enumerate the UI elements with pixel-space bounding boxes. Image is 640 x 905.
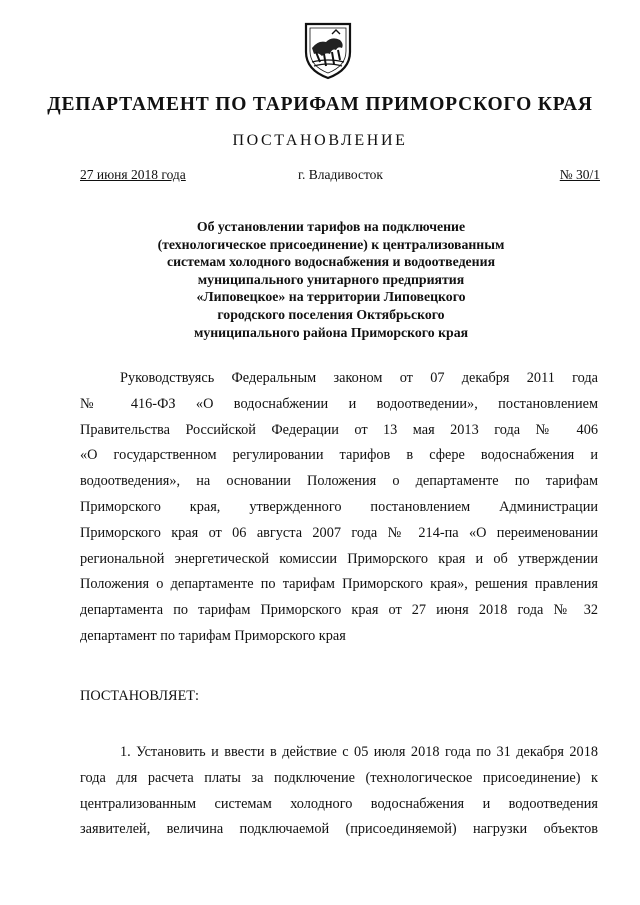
preamble-line: Руководствуясь Федеральным законом от 07 декабря 2011 года (120, 370, 598, 386)
coat-of-arms-icon (296, 18, 360, 82)
point-1-paragraph (80, 740, 598, 843)
subject-line: (технологическое присоединение) к централизованным (157, 236, 505, 252)
document-date: 27 июня 2018 года (80, 167, 186, 182)
subject-line: «Липовецкое» на территории Липовецкого (196, 289, 466, 305)
document-number: № 30/1 (559, 167, 600, 182)
preamble-line: Приморского края от 06 августа 2007 года № 214-па «О переименовании (80, 524, 598, 541)
subject-line: муниципального района Приморского края (193, 324, 469, 340)
point-1-line: заявителей, величина подключаемой (присоединяемой) нагрузки объектов (80, 821, 598, 838)
decree-word: ПОСТАНОВЛЯЕТ: (80, 688, 200, 704)
document-type: ПОСТАНОВЛЕНИЕ (232, 132, 408, 149)
preamble-line: региональной энергетической комиссии Приморского края и об утверждении (80, 550, 598, 567)
preamble-paragraph (80, 366, 598, 650)
subject-line: системам холодного водоснабжения и водоотведения (166, 254, 496, 270)
preamble-line: департамент по тарифам Приморского края (80, 627, 346, 644)
point-1-line: 1. Установить и ввести в действие с 05 июля 2018 года по 31 декабря 2018 (120, 744, 598, 760)
subject-line: городского поселения Октябрьского (217, 306, 445, 322)
subject-line: Об установлении тарифов на подключение (196, 219, 466, 234)
department-title: ДЕПАРТАМЕНТ ПО ТАРИФАМ ПРИМОРСКОГО КРАЯ (47, 94, 593, 115)
preamble-line: Правительства Российской Федерации от 13 мая 2013 года № 406 (80, 421, 598, 438)
subject-line: муниципального унитарного предприятия (197, 271, 465, 287)
point-1-line: централизованным системам холодного водоснабжения и водоотведения (80, 795, 598, 812)
preamble-line: Приморского края, утвержденного постановлением Администрации (80, 498, 598, 515)
preamble-line: Положения о департаменте по тарифам Приморского края», решения правления (80, 576, 598, 593)
document-city: г. Владивосток (298, 167, 383, 182)
preamble-line: департамента по тарифам Приморского края от 27 июня 2018 года № 32 (80, 602, 598, 619)
document-meta (80, 167, 600, 187)
preamble-line: «О государственном регулировании тарифов в сфере водоснабжения и (80, 447, 598, 464)
preamble-line: № 416-ФЗ «О водоснабжении и водоотведении», постановлением (80, 395, 598, 412)
preamble-line: водоотведения», на основании Положения о департаменте по тарифам (80, 473, 598, 490)
document-subject (100, 218, 562, 341)
point-1-line: года для расчета платы за подключение (технологическое присоединение) к (80, 769, 598, 786)
